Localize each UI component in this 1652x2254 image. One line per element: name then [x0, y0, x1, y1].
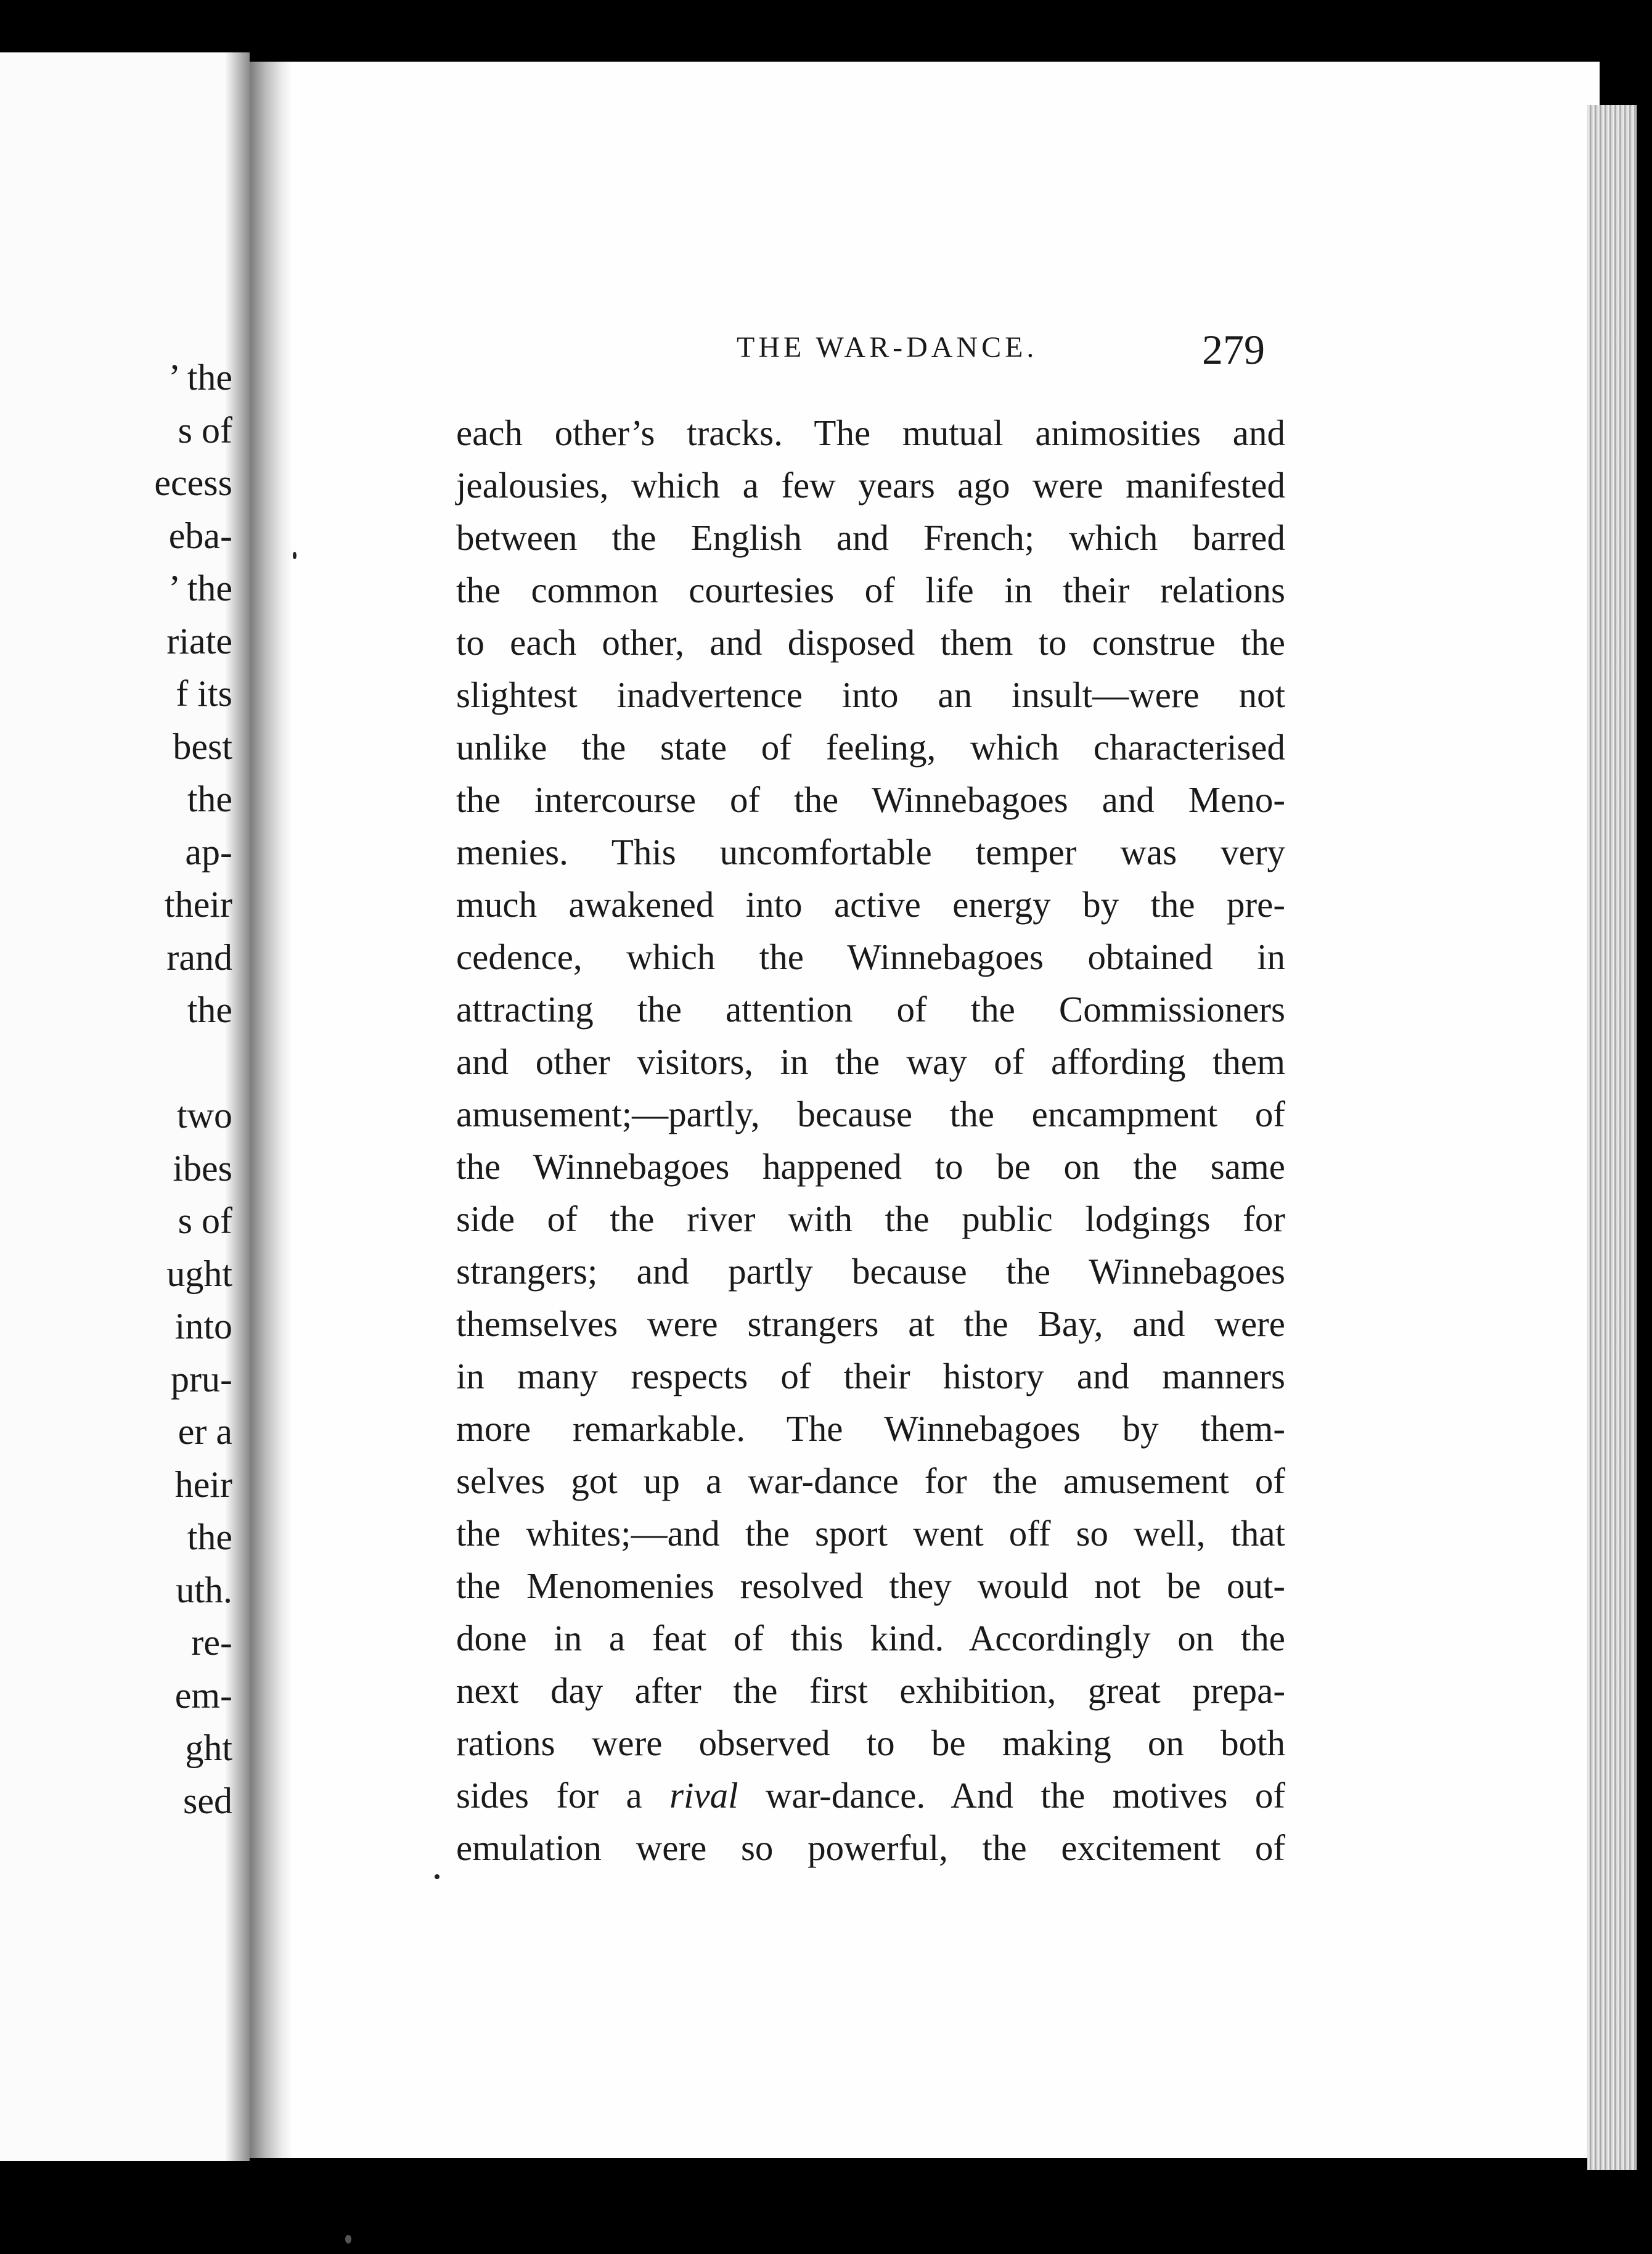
- page-number: 279: [1202, 326, 1265, 373]
- text-line: the whites;—and the sport went off so well, that: [456, 1513, 1285, 1554]
- text-line: the Menomenies resolved they would not be out-: [456, 1565, 1285, 1606]
- previous-page-line-fragment: ght: [185, 1727, 232, 1768]
- text-line: and other visitors, in the way of affording them: [456, 1041, 1285, 1082]
- previous-page-line-fragment: heir: [174, 1464, 232, 1505]
- text-line: side of the river with the public lodgings for: [456, 1199, 1285, 1239]
- previous-page-line-fragment: ibes: [173, 1147, 232, 1189]
- previous-page-line-fragment: riate: [166, 620, 232, 662]
- text-line: jealousies, which a few years ago were manifested: [456, 465, 1285, 506]
- text-after-italic: war-dance. And the motives of: [765, 1775, 1286, 1816]
- text-line: themselves were strangers at the Bay, and were: [456, 1303, 1285, 1344]
- text-line: between the English and French; which barred: [456, 517, 1285, 558]
- text-line: done in a feat of this kind. Accordingly on the: [456, 1618, 1285, 1658]
- previous-page-line-fragment: rand: [166, 936, 232, 978]
- previous-page-line-fragment: best: [173, 726, 232, 767]
- text-line: strangers; and partly because the Winnebagoes: [456, 1251, 1285, 1292]
- text-line: in many respects of their history and manners: [456, 1356, 1285, 1396]
- text-line: slightest inadvertence into an insult—were not: [456, 674, 1285, 715]
- previous-page-line-fragment: ’ the: [168, 568, 232, 609]
- previous-page-line-fragment: the: [187, 990, 232, 1030]
- text-line-italic: [456, 1769, 1285, 1822]
- previous-page-line-fragment: sed: [183, 1780, 232, 1821]
- text-line: to each other, and disposed them to construe the: [456, 622, 1285, 663]
- dust-speck: [435, 1874, 440, 1879]
- spine-shadow: [250, 62, 293, 2158]
- previous-page-line-fragment: their: [165, 884, 232, 925]
- dust-speck: [293, 552, 296, 559]
- dust-speck: [345, 2235, 351, 2244]
- previous-page-line-fragment: eba-: [168, 515, 232, 556]
- previous-page-line-fragment: two: [177, 1095, 232, 1136]
- text-line: selves got up a war-dance for the amusement of: [456, 1461, 1285, 1501]
- previous-page-line-fragment: s of: [178, 409, 232, 451]
- previous-page: [0, 52, 250, 2161]
- text-line: amusement;—partly, because the encampment of: [456, 1094, 1285, 1134]
- book-fore-edge: [1587, 105, 1637, 2170]
- text-line: unlike the state of feeling, which characterised: [456, 727, 1285, 768]
- previous-page-line-fragment: ecess: [154, 462, 232, 503]
- text-line: attracting the attention of the Commissioners: [456, 989, 1285, 1030]
- previous-page-line-fragment: f its: [176, 673, 232, 714]
- text-line: much awakened into active energy by the pre-: [456, 884, 1285, 925]
- body-text: [456, 407, 1285, 1874]
- previous-page-line-fragment: pru-: [171, 1358, 232, 1400]
- text-line: cedence, which the Winnebagoes obtained in: [456, 936, 1285, 977]
- previous-page-line-fragment: ught: [166, 1253, 232, 1294]
- previous-page-line-fragment: ’ the: [168, 357, 232, 398]
- previous-page-line-fragment: into: [174, 1306, 232, 1346]
- text-line: the Winnebagoes happened to be on the same: [456, 1146, 1285, 1187]
- previous-page-line-fragment: ap-: [185, 831, 232, 872]
- running-head: [250, 326, 1600, 375]
- previous-page-line-fragment: em-: [174, 1674, 232, 1716]
- previous-page-line-fragment: s of: [178, 1200, 232, 1241]
- previous-page-line-fragment: re-: [191, 1622, 232, 1663]
- italic-word: rival: [669, 1775, 738, 1816]
- text-line: next day after the first exhibition, great prepa-: [456, 1670, 1285, 1711]
- text-line: emulation were so powerful, the excitement of: [456, 1827, 1285, 1868]
- text-line: more remarkable. The Winnebagoes by them-: [456, 1408, 1285, 1449]
- running-title: THE WAR-DANCE.: [737, 331, 1038, 364]
- text-line: each other’s tracks. The mutual animosities and: [456, 412, 1285, 453]
- previous-page-line-fragment: er a: [178, 1411, 232, 1452]
- previous-page-line-fragment: the: [187, 779, 232, 819]
- text-before-italic: sides for a: [456, 1775, 642, 1816]
- previous-page-line-fragment: the: [187, 1517, 232, 1557]
- previous-page-line-fragment: uth.: [176, 1569, 232, 1610]
- text-line: the intercourse of the Winnebagoes and Meno-: [456, 779, 1285, 820]
- text-line: the common courtesies of life in their relations: [456, 570, 1285, 610]
- current-page: [250, 62, 1600, 2158]
- text-line: rations were observed to be making on both: [456, 1723, 1285, 1763]
- text-line: menies. This uncomfortable temper was very: [456, 832, 1285, 872]
